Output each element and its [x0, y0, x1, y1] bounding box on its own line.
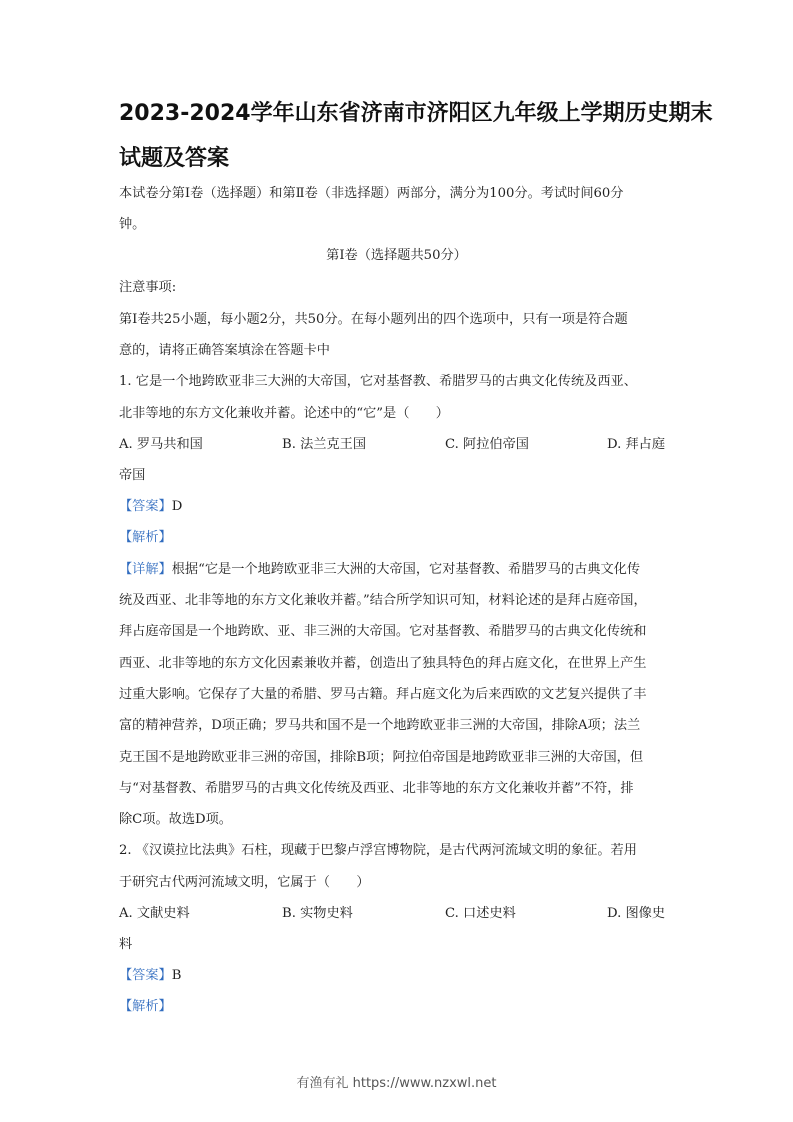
answer-value: D: [171, 499, 183, 514]
document-title-line-1: 2023-2024学年山东省济南市济阳区九年级上学期历史期末: [119, 101, 713, 126]
q1-option-c: C. 阿拉伯帝国: [445, 437, 529, 452]
q1-stem-line-2: 北非等地的东方文化兼收并蓄。论述中的“它”是（ ）: [119, 406, 449, 421]
q1-option-a: A. 罗马共和国: [119, 437, 203, 452]
detail-tag: 【详解】: [119, 562, 172, 577]
notice-line-1: 第Ⅰ卷共25小题，每小题2分，共50分。在每小题列出的四个选项中，只有一项是符合题: [119, 312, 628, 327]
intro-line-2: 钟。: [119, 217, 146, 232]
q1-stem-line-1: 1. 它是一个地跨欧亚非三大洲的大帝国，它对基督教、希腊罗马的古典文化传统及西亚、: [119, 374, 637, 389]
answer-value: B: [171, 968, 182, 983]
q1-option-b: B. 法兰克王国: [282, 437, 367, 452]
q2-stem-line-2: 于研究古代两河流域文明，它属于（ ）: [119, 875, 370, 890]
notice-line-2: 意的，请将正确答案填涂在答题卡中: [119, 343, 330, 358]
notice-heading: 注意事项:: [119, 280, 177, 295]
q1-detail-line-3: 拜占庭帝国是一个地跨欧、亚、非三洲的大帝国。它对基督教、希腊罗马的古典文化传统和: [119, 624, 647, 639]
q1-detail-line-6: 富的精神营养，D项正确；罗马共和国不是一个地跨欧亚非三洲的大帝国，排除A项；法兰: [119, 718, 641, 733]
q1-option-d: D. 拜占庭: [607, 437, 666, 452]
q1-detail-line-2: 统及西亚、北非等地的东方文化兼收并蓄。”结合所学知识可知，材料论述的是拜占庭帝国，: [119, 593, 647, 608]
q1-analysis-tag: 【解析】: [119, 530, 172, 545]
q2-answer: [119, 966, 181, 986]
document-title-line-2: 试题及答案: [119, 146, 230, 171]
q1-detail-line-7: 克王国不是地跨欧亚非三洲的帝国，排除B项；阿拉伯帝国是地跨欧亚非三洲的大帝国，但: [119, 750, 643, 765]
q1-detail-line-1: [119, 560, 640, 580]
answer-tag: 【答案】: [119, 499, 172, 514]
q2-stem-line-1: 2. 《汉谟拉比法典》石柱，现藏于巴黎卢浮宫博物院，是古代两河流域文明的象征。若用: [119, 843, 637, 858]
q2-option-wrap: 料: [119, 937, 133, 952]
detail-text: 根据“它是一个地跨欧亚非三大洲的大帝国，它对基督教、希腊罗马的古典文化传: [171, 562, 641, 577]
q2-analysis-tag: 【解析】: [119, 999, 172, 1014]
q2-option-d: D. 图像史: [607, 906, 666, 921]
answer-tag: 【答案】: [119, 968, 172, 983]
q1-option-wrap: 帝国: [119, 468, 146, 483]
q2-option-a: A. 文献史料: [119, 906, 190, 921]
section-heading: 第Ⅰ卷（选择题共50分）: [326, 248, 467, 263]
q1-detail-line-9: 除C项。故选D项。: [119, 812, 232, 827]
q2-option-c: C. 口述史料: [445, 906, 516, 921]
intro-line-1: 本试卷分第Ⅰ卷（选择题）和第Ⅱ卷（非选择题）两部分，满分为100分。考试时间60分: [119, 186, 624, 201]
q1-detail-line-5: 过重大影响。它保存了大量的希腊、罗马古籍。拜占庭文化为后来西欧的文艺复兴提供了丰: [119, 687, 647, 702]
q2-option-b: B. 实物史料: [282, 906, 353, 921]
footer-watermark: 有渔有礼 https://www.nzxwl.net: [296, 1076, 497, 1091]
q1-detail-line-4: 西亚、北非等地的东方文化因素兼收并蓄，创造出了独具特色的拜占庭文化，在世界上产生: [119, 656, 647, 671]
q1-detail-line-8: 与“对基督教、希腊罗马的古典文化传统及西亚、北非等地的东方文化兼收并蓄”不符，排: [119, 781, 634, 796]
q1-answer: [119, 497, 182, 517]
